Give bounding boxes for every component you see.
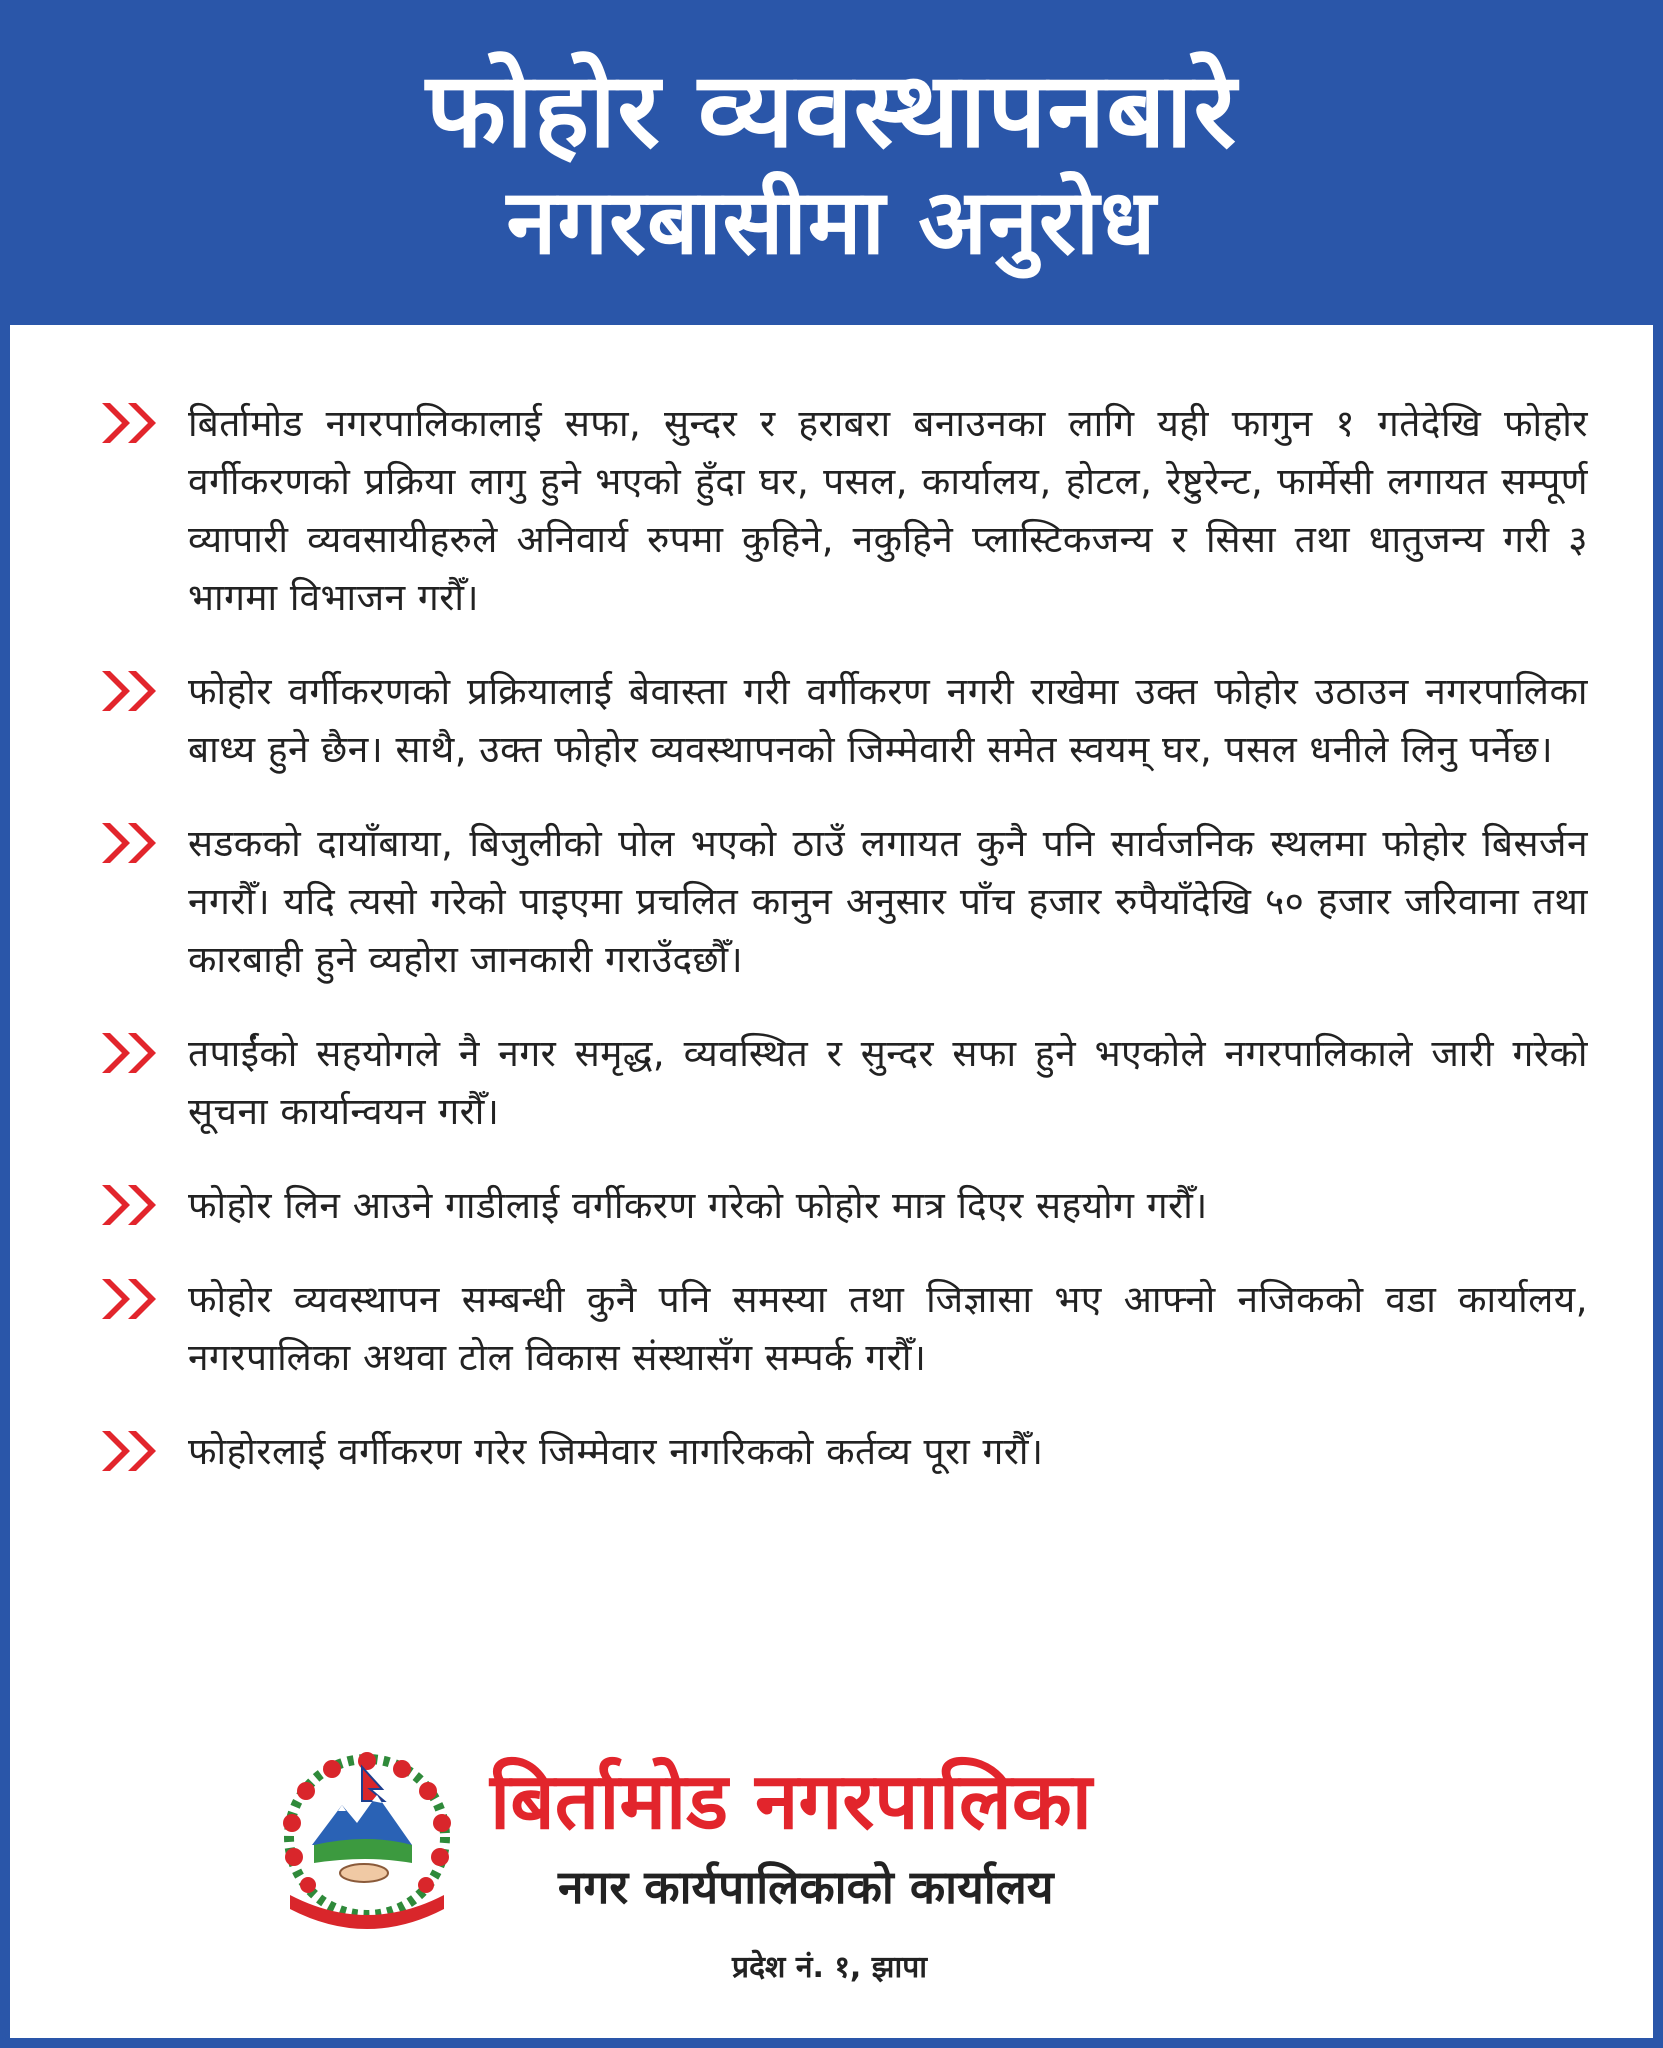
double-chevron-right-icon: [98, 1027, 168, 1079]
notice-panel: [10, 325, 1653, 2038]
notice-item-text: फोहोरलाई वर्गीकरण गरेर जिम्मेवार नागरिकको कर्तव्य पूरा गरौँ।: [188, 1430, 1044, 1473]
title-line-1: फोहोर व्यवस्थापनबारे: [425, 48, 1238, 171]
notice-item-text: फोहोर लिन आउने गाडीलाई वर्गीकरण गरेको फोहोर मात्र दिएर सहयोग गरौँ।: [188, 1184, 1208, 1227]
notice-item: [98, 1025, 1588, 1141]
notice-item: [98, 1423, 1588, 1481]
notice-item-text: तपाईंको सहयोगले नै नगर समृद्ध, व्यवस्थित र सुन्दर सफा हुने भएकोले नगरपालिकाले जारी गरेको सूचना कार्यान्वयन गरौँ।: [188, 1032, 1588, 1133]
title-line-2: नगरबासीमा अनुरोध: [506, 169, 1157, 275]
notice-item: [98, 395, 1588, 627]
notice-list: [98, 395, 1588, 1517]
address: प्रदेश नं. १, झापा: [732, 1950, 928, 1985]
double-chevron-right-icon: [98, 1273, 168, 1325]
footer: [10, 1745, 1653, 2045]
header-banner: [10, 0, 1653, 325]
notice-item-text: सडकको दायाँबाया, बिजुलीको पोल भएको ठाउँ लगायत कुनै पनि सार्वजनिक स्थलमा फोहोर बिसर्जन नगरौँ। यदि त्यसो गरेको पाइएमा प्रचलित कानुन अनुसार पाँच हजार रुपैयाँदेखि ५० हजार जरिवाना तथा कारबाही हुने व्यहोरा जानकारी गराउँदछौँ।: [188, 822, 1588, 981]
office-name: नगर कार्यपालिकाको कार्यालय: [558, 1860, 1054, 1914]
notice-item: [98, 1177, 1588, 1235]
notice-item-text: बिर्तामोड नगरपालिकालाई सफा, सुन्दर र हराबरा बनाउनका लागि यही फागुन १ गतेदेखि फोहोर वर्गीकरणको प्रक्रिया लागु हुने भएको हुँदा घर, पसल, कार्यालय, होटल, रेष्टुरेन्ट, फार्मेसी लगायत सम्पूर्ण व्यापारी व्यवसायीहरुले अनिवार्य रुपमा कुहिने, नकुहिने प्लास्टिकजन्य र सिसा तथा धातुजन्य गरी ३ भागमा विभाजन गरौँ।: [188, 402, 1588, 619]
notice-item-text: फोहोर वर्गीकरणको प्रक्रियालाई बेवास्ता गरी वर्गीकरण नगरी राखेमा उक्त फोहोर उठाउन नगरपालिका बाध्य हुने छैन। साथै, उक्त फोहोर व्यवस्थापनको जिम्मेवारी समेत स्वयम् घर, पसल धनीले लिनु पर्नेछ।: [188, 670, 1588, 771]
notice-item: [98, 815, 1588, 989]
double-chevron-right-icon: [98, 1425, 168, 1477]
notice-item: [98, 1271, 1588, 1387]
double-chevron-right-icon: [98, 1179, 168, 1231]
org-name: बिर्तामोड नगरपालिका: [490, 1757, 1092, 1847]
notice-item-text: फोहोर व्यवस्थापन सम्बन्धी कुनै पनि समस्या तथा जिज्ञासा भए आफ्नो नजिकको वडा कार्यालय, नगरपालिका अथवा टोल विकास संस्थासँग सम्पर्क गरौँ।: [188, 1278, 1588, 1379]
double-chevron-right-icon: [98, 817, 168, 869]
double-chevron-right-icon: [98, 397, 168, 449]
double-chevron-right-icon: [98, 665, 168, 717]
notice-item: [98, 663, 1588, 779]
emblem-icon: [272, 1745, 462, 1935]
